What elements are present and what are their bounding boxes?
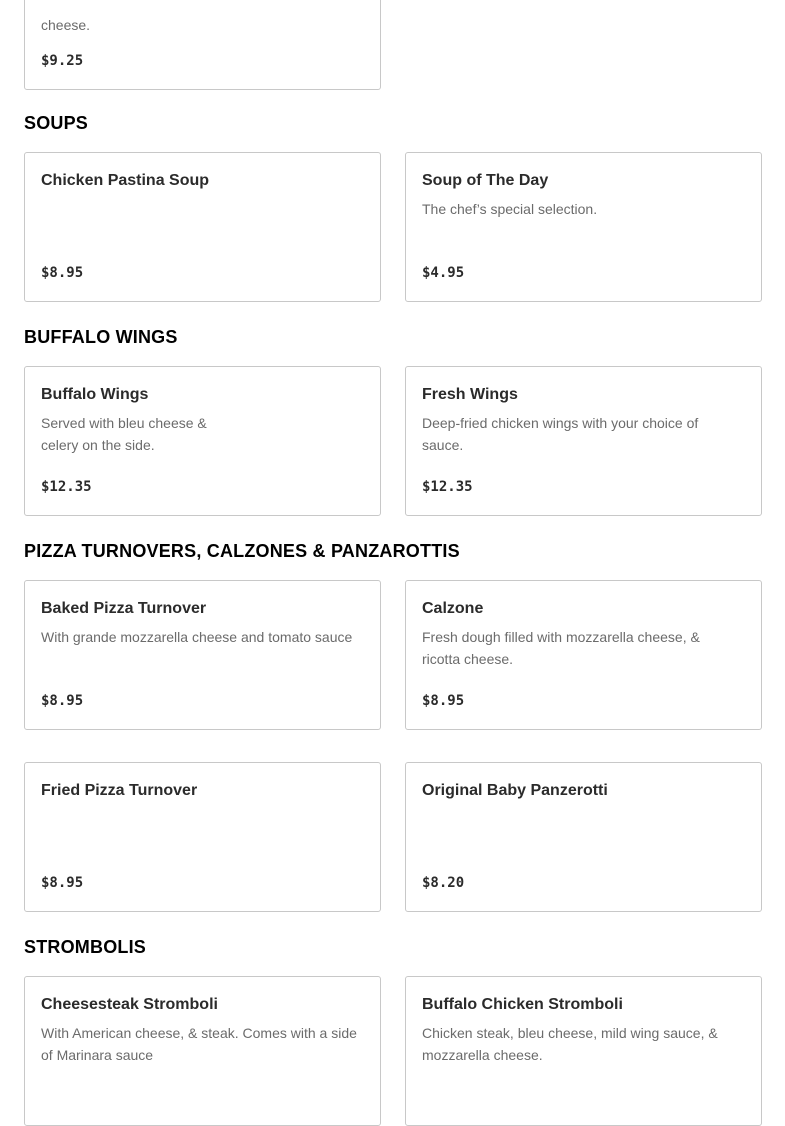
item-description: cheese. xyxy=(41,17,91,33)
item-description: The chef’s special selection. xyxy=(422,201,598,217)
item-price: $12.35 xyxy=(41,479,92,495)
item-description: Served with bleu cheese & celery on the side. xyxy=(41,415,207,453)
item-price: $8.95 xyxy=(41,265,84,281)
item-name: Soup of The Day xyxy=(422,172,549,189)
item-price: $8.95 xyxy=(422,693,465,709)
menu-item-card[interactable] xyxy=(405,152,762,302)
item-name: Cheesesteak Stromboli xyxy=(41,996,218,1013)
item-name: Original Baby Panzerotti xyxy=(422,782,608,799)
item-price: $8.95 xyxy=(41,693,84,709)
item-name: Buffalo Chicken Stromboli xyxy=(422,996,623,1013)
item-name: Calzone xyxy=(422,600,484,617)
item-description: Fresh dough filled with mozzarella cheese, & ricotta cheese. xyxy=(422,629,700,667)
menu-item-card[interactable] xyxy=(24,976,381,1126)
section-title-soups: SOUPS xyxy=(24,113,89,133)
item-name: Baked Pizza Turnover xyxy=(41,600,207,617)
item-price: $8.20 xyxy=(422,875,465,891)
item-description: With grande mozzarella cheese and tomato sauce xyxy=(41,629,353,645)
section-title-buffalo-wings: BUFFALO WINGS xyxy=(24,327,178,347)
item-name: Fried Pizza Turnover xyxy=(41,782,198,799)
item-name: Chicken Pastina Soup xyxy=(41,172,210,189)
menu-item-card[interactable] xyxy=(405,762,762,912)
item-price: $9.25 xyxy=(41,53,84,69)
menu-item-card[interactable] xyxy=(405,366,762,516)
menu-item-card[interactable] xyxy=(24,580,381,730)
menu-item-card[interactable] xyxy=(24,0,381,90)
menu-item-card[interactable] xyxy=(24,366,381,516)
item-name: Fresh Wings xyxy=(422,386,518,403)
item-price: $8.95 xyxy=(41,875,84,891)
item-description: Chicken steak, bleu cheese, mild wing sauce, & mozzarella cheese. xyxy=(422,1025,718,1063)
item-name: Buffalo Wings xyxy=(41,386,149,403)
item-price: $12.35 xyxy=(422,479,473,495)
menu-item-card[interactable] xyxy=(405,580,762,730)
item-description: Deep-fried chicken wings with your choice of sauce. xyxy=(422,415,699,453)
section-title-strombolis: STROMBOLIS xyxy=(24,937,146,957)
menu-item-card[interactable] xyxy=(24,762,381,912)
section-title-pizza-turnovers: PIZZA TURNOVERS, CALZONES & PANZAROTTIS xyxy=(24,541,460,561)
menu-item-card[interactable] xyxy=(405,976,762,1126)
menu-item-card[interactable] xyxy=(24,152,381,302)
item-price: $4.95 xyxy=(422,265,465,281)
item-description: With American cheese, & steak. Comes with a side of Marinara sauce xyxy=(41,1025,357,1063)
